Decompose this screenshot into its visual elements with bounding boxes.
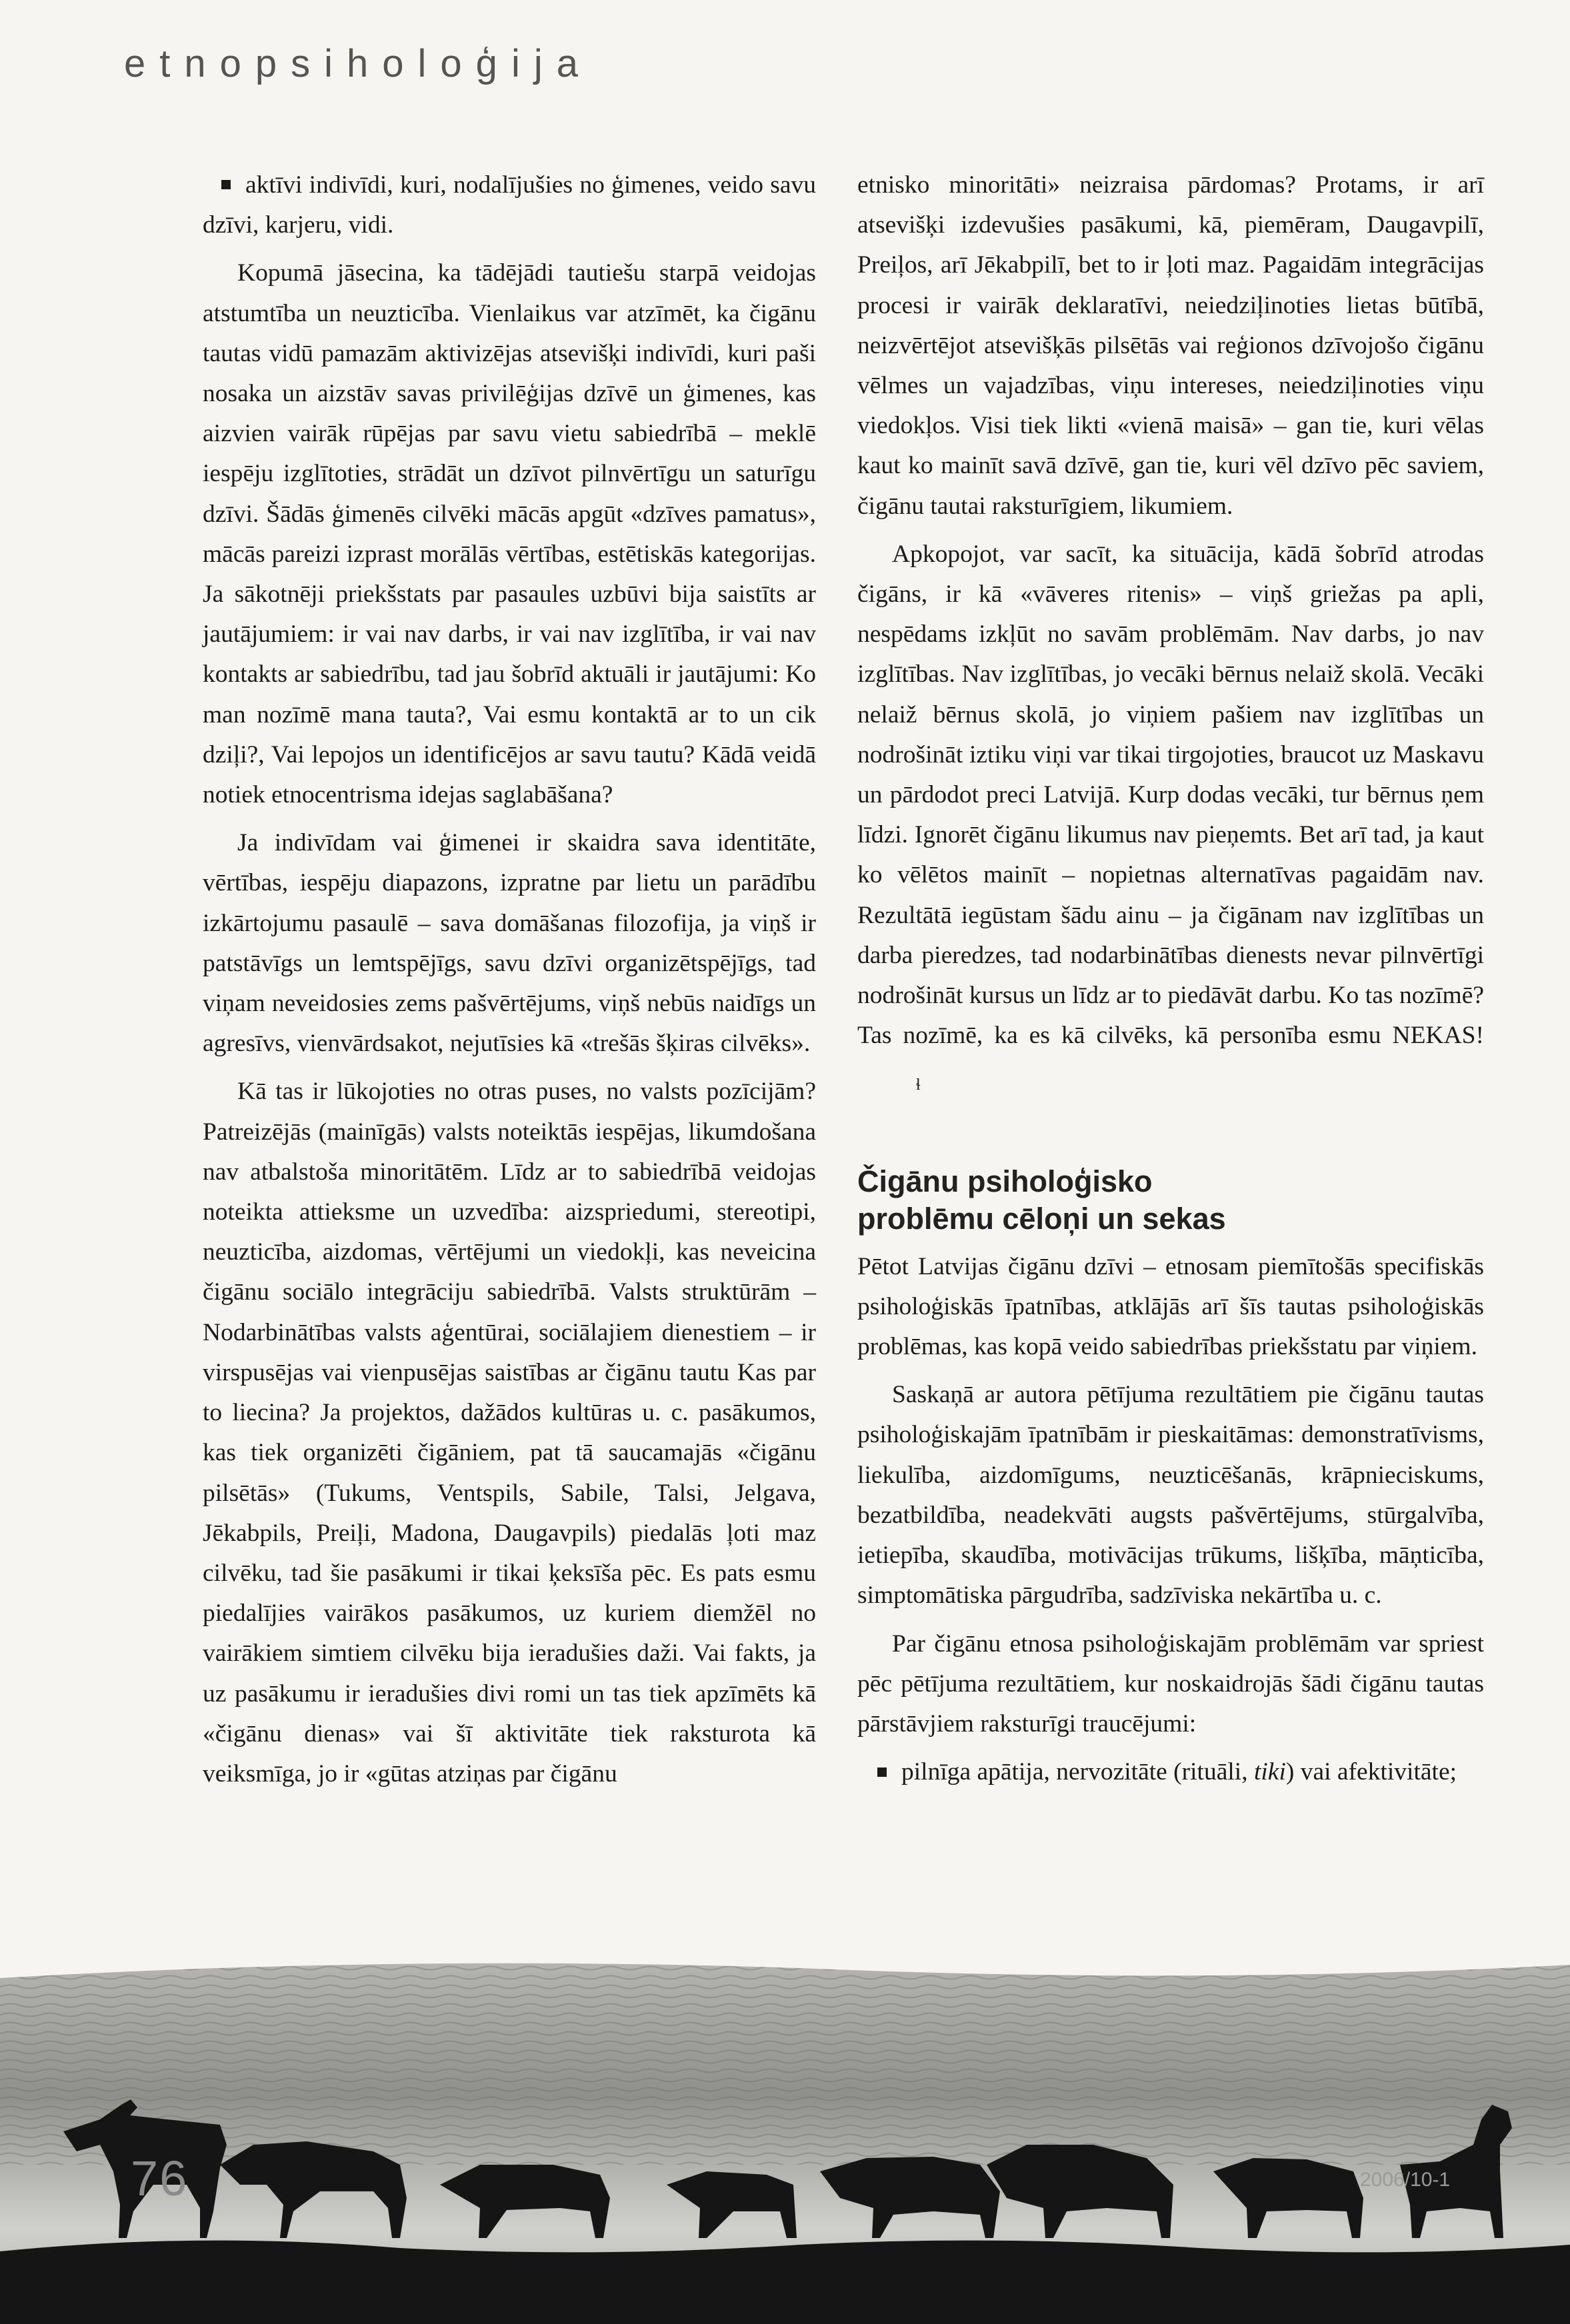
bullet-square-icon	[221, 180, 231, 189]
paragraph: Ja indivīdam vai ģimenei ir skaidra sava identitāte, vērtības, iespēju diapazons, izpratne par lietu un parādību izkārtojumu pasaulē – sava domāšanas filozofija, ja viņš ir patstāvīgs un lemtspējīgs, savu dzīvi organizētspējīgs, tad viņam neveidosies zems pašvērtējums, viņš nebūs naidīgs un agresīvs, vienvārdsakot, nejutīsies kā «trešās šķiras cilvēks».	[203, 829, 816, 1058]
issue-label: 2006/10-1	[1360, 2169, 1451, 2191]
bullet-square-icon	[877, 1767, 887, 1777]
bullet-item: aktīvi indivīdi, kuri, nodalījušies no ģimenes, veido savu dzīvi, karjeru, vidi.	[203, 171, 816, 239]
left-column	[203, 165, 816, 1802]
paragraph: Kā tas ir lūkojoties no otras puses, no valsts pozīcijām? Patreizējās (mainīgās) valsts noteiktās iespējas, likumdošana nav atbalstoša minoritātēm. Līdz ar to sabiedrībā veidojas noteikta attieksme un uzvedība: aizspriedumi, stereotipi, neuzticība, aizdomas, vērtējumi un viedokļi, kas neveicina čigānu sociālo integrāciju sabiedrībā. Valsts struktūrām – Nodarbinātības valsts aģentūrai, sociālajiem dienestiem – ir virspusējas vai vienpusējas saistības ar čigānu tautu Kas par to liecina? Ja projektos, dažādos kultūras u. c. pasākumos, kas tiek organizēti čigāniem, pat tā saucamajās «čigānu pilsētās» (Tukums, Ventspils, Sabile, Talsi, Jelgava, Jēkabpils, Preiļi, Madona, Daugavpils) piedalās ļoti maz cilvēku, tad šie pasākumi ir tikai ķeksīša pēc. Es pats esmu piedalījies vairākos pasākumos, uz kuriem diemžēl no vairākiem simtiem cilvēku bija ieradušies daži. Vai fakts, ja uz pasākumu ir ieradušies divi romi un tas tiek apzīmēts kā «čigānu dienas» vai šī aktivitāte tiek raksturota kā veiksmīga, jo ir «gūtas atziņas par čigānu	[203, 1078, 816, 1787]
paragraph: Par čigānu etnosa psiholoģiskajām problēmām var spriest pēc pētījuma rezultātiem, kur noskaidrojās šādi čigānu tautas pārstāvjiem raksturīgi traucējumi:	[857, 1630, 1484, 1738]
horses-silhouette-photo	[0, 1945, 1570, 2324]
right-column	[857, 165, 1484, 1800]
bullet-item: pilnīga apātija, nervozitāte (rituāli, tiki) vai afektivitāte;	[857, 1752, 1484, 1792]
running-head: etnopsiholoģija	[124, 42, 592, 85]
paragraph: Saskaņā ar autora pētījuma rezultātiem pie čigānu tautas psiholoģiskajām īpatnībām ir pieskaitāmas: demonstratīvisms, liekulība, aizdomīgums, neuzticēšanās, krāpnieciskums, bezatbildība, neadekvāti augsts pašvērtējums, stūrgalvība, ietiepība, skaudība, motivācijas trūkums, lišķība, māņticība, simptomātiska pārgudrība, sadzīviska nekārtība u. c.	[857, 1381, 1484, 1610]
section-heading: Čigānu psiholoģisko problēmu cēloņi un sekas	[857, 1164, 1226, 1236]
end-of-article-mark: ɬ	[916, 1076, 921, 1094]
paragraph: Kopumā jāsecina, ka tādējādi tautiešu starpā veidojas atstumtība un neuzticība. Vienlaikus var atzīmēt, ka čigānu tautas vidū pamazām aktivizējas atsevišķi indivīdi, kuri paši nosaka un aizstāv savas privilēģijas dzīvē un ģimenes, kas aizvien vairāk rūpējas par savu vietu sabiedrībā – meklē iespēju izglītoties, strādāt un dzīvot pilnvērtīgu un saturīgu dzīvi. Šādās ģimenēs cilvēki mācās apgūt «dzīves pamatus», mācās pareizi izprast morālās vērtības, estētiskās kategorijas. Ja sākotnēji priekšstats par pasaules uzbūvi bija saistīts ar jautājumiem: ir vai nav darbs, ir vai nav izglītība, ir vai nav kontakts ar sabiedrību, tad jau šobrīd aktuāli ir jautājumi: Ko man nozīmē mana tauta?, Vai esmu kontaktā ar to un cik dziļi?, Vai lepojos un identificējos ar savu tautu? Kādā veidā notiek etnocentrisma idejas saglabāšana?	[203, 259, 816, 809]
paragraph: etnisko minoritāti» neizraisa pārdomas? Protams, ir arī atsevišķi izdevušies pasākumi, kā, piemēram, Daugavpilī, Preiļos, arī Jēkabpilī, bet to ir ļoti maz. Pagaidām integrācijas procesi ir vairāk deklaratīvi, neiedziļinoties lietas būtībā, neizvērtējot atsevišķās pilsētās vai reģionos dzīvojošo čigānu vēlmes un vajadzības, viņu intereses, neiedziļinoties viņu viedokļos. Visi tiek likti «vienā maisā» – gan tie, kuri vēlas kaut ko mainīt savā dzīvē, gan tie, kuri vēl dzīvo pēc saviem, čigānu tautai raksturīgiem, likumiem.	[857, 171, 1484, 520]
page-number: 76	[131, 2151, 189, 2206]
paragraph: Pētot Latvijas čigānu dzīvi – etnosam piemītošās specifiskās psiholoģiskās īpatnības, atklājās arī šīs tautas psiholoģiskās problēmas, kas kopā veido sabiedrības priekšstatu par viņiem.	[857, 1252, 1484, 1361]
paragraph: Apkopojot, var sacīt, ka situācija, kādā šobrīd atrodas čigāns, ir kā «vāveres ritenis» – viņš griežas pa apli, nespēdams izkļūt no savām problēmām. Nav darbs, jo nav izglītības. Nav izglītības, jo vecāki bērnus nelaiž skolā. Vecāki nelaiž bērnus skolā, jo viņiem pašiem nav izglītības un nodrošināt iztiku viņi var tikai tirgojoties, braucot uz Maskavu un pārdodot preci Latvijā. Kurp dodas vecāki, tur bērnus ņem līdzi. Ignorēt čigānu likumus nav pieņemts. Bet arī tad, ja kaut ko vēlētos mainīt – nopietnas alternatīvas pagaidām nav. Rezultātā iegūstam šādu ainu – ja čigānam nav izglītības un darba pieredzes, tad nodarbinātības dienests nevar pilnvērtīgi nodrošināt kursus un līdz ar to piedāvāt darbu. Ko tas nozīmē? Tas nozīmē, ka es kā cilvēks, kā personība esmu NEKAS!ɬ	[857, 535, 1484, 1106]
